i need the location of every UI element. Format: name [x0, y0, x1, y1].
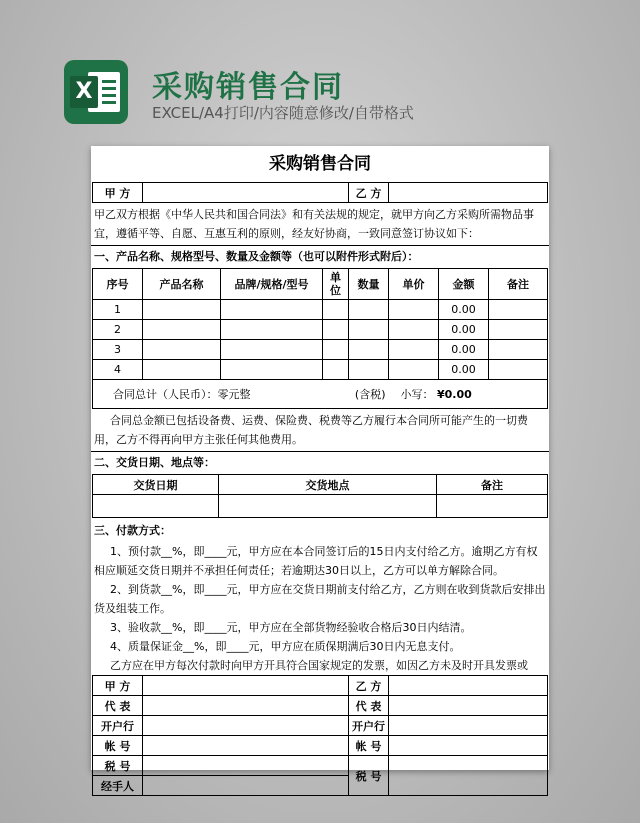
item-no: 1 [93, 300, 143, 320]
excel-icon [64, 60, 128, 124]
item-qty-cell[interactable] [349, 300, 389, 320]
small-value: ¥0.00 [437, 388, 472, 401]
party-table [92, 182, 548, 203]
col-header: 交货日期 [93, 475, 219, 495]
table-row [93, 320, 548, 340]
sign-label: 帐 号 [93, 736, 143, 756]
items-table [92, 268, 548, 409]
total-note: 合同总金额已包括设备费、运费、保险费、税费等乙方履行本合同所可能产生的一切费用，乙方不得再向甲方主张任何其他费用。 [94, 414, 528, 446]
item-price-cell[interactable] [389, 340, 439, 360]
payment-4: 4、质量保证金__%，即____元，甲方应在质保期满后30日内无息支付。 [110, 640, 461, 653]
table-row [93, 495, 548, 518]
sign-right-value[interactable] [389, 696, 548, 716]
sign-label: 经手人 [93, 776, 143, 796]
sign-label: 甲 方 [93, 676, 143, 696]
item-no: 2 [93, 320, 143, 340]
item-name-cell[interactable] [143, 320, 221, 340]
col-header: 单位 [323, 269, 349, 300]
col-header: 金额 [439, 269, 489, 300]
item-spec-cell[interactable] [221, 360, 323, 380]
item-amount: 0.00 [439, 360, 489, 380]
total-small-cell [389, 380, 548, 409]
item-spec-cell[interactable] [221, 320, 323, 340]
item-amount: 0.00 [439, 300, 489, 320]
sign-label: 代 表 [349, 696, 389, 716]
col-header: 品牌/规格/型号 [221, 269, 323, 300]
item-unit-cell[interactable] [323, 320, 349, 340]
party-b-label: 乙 方 [349, 183, 389, 203]
item-note-cell[interactable] [489, 360, 548, 380]
delivery-note-cell[interactable] [437, 495, 548, 518]
payment-3: 3、验收款__%，即____元，甲方应在全部货物经验收合格后30日内结清。 [110, 621, 472, 634]
item-name-cell[interactable] [143, 360, 221, 380]
sign-left-value[interactable] [143, 696, 349, 716]
sign-right-value[interactable] [389, 716, 548, 736]
tax-label: (含税) [354, 388, 386, 401]
item-name-cell[interactable] [143, 300, 221, 320]
item-note-cell[interactable] [489, 300, 548, 320]
sign-left-value[interactable] [143, 756, 349, 776]
table-row [93, 360, 548, 380]
section-3-heading: 三、付款方式： [94, 524, 171, 537]
section-2-heading: 二、交货日期、地点等： [91, 451, 549, 474]
payment-1: 1、预付款__%，即____元，甲方应在本合同签订后的15日内支付给乙方。逾期乙方有权相应顺延交货日期并不承担任何责任；若逾期达30日以上，乙方可以单方解除合同。 [94, 545, 538, 577]
item-unit-cell[interactable] [323, 340, 349, 360]
col-header: 序号 [93, 269, 143, 300]
section-1-heading: 一、产品名称、规格型号、数量及金额等（也可以附件形式附后）： [91, 245, 549, 268]
item-unit-cell[interactable] [323, 360, 349, 380]
sign-right-value[interactable] [389, 736, 548, 756]
signature-table [92, 675, 548, 796]
item-no: 3 [93, 340, 143, 360]
contract-title: 采购销售合同 [269, 154, 371, 174]
item-price-cell[interactable] [389, 360, 439, 380]
sign-label: 乙 方 [349, 676, 389, 696]
item-amount: 0.00 [439, 320, 489, 340]
party-b-value[interactable] [389, 183, 548, 203]
invoice-note: 乙方应在甲方每次付款时向甲方开具符合国家规定的发票，如因乙方未及时开具发票或 [110, 659, 528, 672]
item-qty-cell[interactable] [349, 320, 389, 340]
delivery-table [92, 474, 548, 518]
sign-label: 代 表 [93, 696, 143, 716]
table-row [93, 300, 548, 320]
item-name-cell[interactable] [143, 340, 221, 360]
total-cn-text: 合同总计（人民币）：零元整 [113, 388, 251, 401]
payment-2: 2、到货款__%，即____元，甲方应在交货日期前支付给乙方，乙方则在收到货款后安排出货及组装工作。 [94, 583, 546, 615]
excel-x-mark: X [70, 76, 98, 108]
col-header: 产品名称 [143, 269, 221, 300]
sign-left-value[interactable] [143, 676, 349, 696]
party-a-label: 甲 方 [93, 183, 143, 203]
item-no: 4 [93, 360, 143, 380]
item-price-cell[interactable] [389, 300, 439, 320]
sign-right-value[interactable] [389, 756, 548, 796]
col-header: 单价 [389, 269, 439, 300]
col-header: 备注 [489, 269, 548, 300]
item-spec-cell[interactable] [221, 340, 323, 360]
small-label: 小写： [400, 388, 434, 401]
intro-paragraph: 甲乙双方根据《中华人民共和国合同法》和有关法规的规定，就甲方向乙方采购所需物品事宜，遵循平等、自愿、互惠互利的原则，经友好协商，一致同意签订协议如下： [94, 208, 534, 240]
sign-label: 税 号 [349, 756, 389, 796]
delivery-date-cell[interactable] [93, 495, 219, 518]
page-header [0, 0, 640, 140]
sign-label: 帐 号 [349, 736, 389, 756]
col-header: 备注 [437, 475, 548, 495]
sign-right-value[interactable] [389, 676, 548, 696]
sign-label: 开户行 [93, 716, 143, 736]
item-unit-cell[interactable] [323, 300, 349, 320]
page-title: 采购销售合同 [152, 70, 344, 105]
total-cn-label [93, 380, 389, 409]
col-header: 数量 [349, 269, 389, 300]
sign-left-value[interactable] [143, 776, 349, 796]
sign-label: 税 号 [93, 756, 143, 776]
delivery-place-cell[interactable] [219, 495, 437, 518]
item-amount: 0.00 [439, 340, 489, 360]
sign-left-value[interactable] [143, 736, 349, 756]
sign-left-value[interactable] [143, 716, 349, 736]
contract-document [91, 146, 549, 793]
col-header: 交货地点 [219, 475, 437, 495]
table-row [93, 340, 548, 360]
item-note-cell[interactable] [489, 340, 548, 360]
item-note-cell[interactable] [489, 320, 548, 340]
item-qty-cell[interactable] [349, 340, 389, 360]
item-qty-cell[interactable] [349, 360, 389, 380]
item-spec-cell[interactable] [221, 300, 323, 320]
sign-label: 开户行 [349, 716, 389, 736]
item-price-cell[interactable] [389, 320, 439, 340]
party-a-value[interactable] [143, 183, 349, 203]
page-subtitle: EXCEL/A4打印/内容随意修改/自带格式 [152, 104, 414, 122]
